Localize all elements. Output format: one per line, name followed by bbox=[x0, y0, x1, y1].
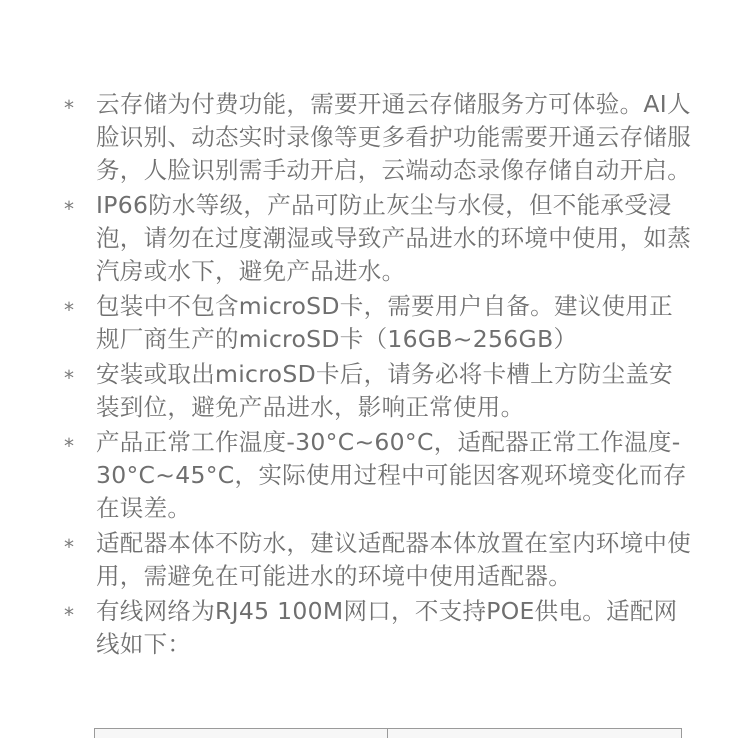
note-item bbox=[64, 88, 694, 187]
note-item bbox=[64, 358, 694, 424]
note-text: 有线网络为RJ45 100M网口，不支持POE供电。适配网线如下： bbox=[96, 597, 678, 658]
note-item bbox=[64, 527, 694, 593]
note-item bbox=[64, 189, 694, 288]
bullet-asterisk-icon: * bbox=[64, 603, 74, 627]
bullet-asterisk-icon: * bbox=[64, 434, 74, 458]
note-text: 云存储为付费功能，需要开通云存储服务方可体验。AI人脸识别、动态实时录像等更多看护功能需要开通云存储服务，人脸识别需手动开启，云端动态录像存储自动开启。 bbox=[96, 90, 691, 184]
cable-spec-table-top bbox=[94, 728, 682, 738]
notes-list bbox=[64, 88, 694, 663]
note-text: 适配器本体不防水，建议适配器本体放置在室内环境中使用，需避免在可能进水的环境中使用适配器。 bbox=[96, 529, 691, 590]
bullet-asterisk-icon: * bbox=[64, 535, 74, 559]
note-item bbox=[64, 595, 694, 661]
note-text: IP66防水等级，产品可防止灰尘与水侵，但不能承受浸泡，请勿在过度潮湿或导致产品进水的环境中使用，如蒸汽房或水下，避免产品进水。 bbox=[96, 191, 691, 285]
bullet-asterisk-icon: * bbox=[64, 366, 74, 390]
note-item bbox=[64, 426, 694, 525]
bullet-asterisk-icon: * bbox=[64, 298, 74, 322]
note-item bbox=[64, 290, 694, 356]
table-column-divider bbox=[387, 729, 388, 738]
bullet-asterisk-icon: * bbox=[64, 197, 74, 221]
note-text: 包装中不包含microSD卡，需要用户自备。建议使用正规厂商生产的microSD卡（16GB~256GB） bbox=[96, 292, 673, 353]
bullet-asterisk-icon: * bbox=[64, 96, 74, 120]
note-text: 产品正常工作温度-30°C~60°C，适配器正常工作温度-30°C~45°C，实际使用过程中可能因客观环境变化而存在误差。 bbox=[96, 428, 687, 522]
note-text: 安装或取出microSD卡后，请务必将卡槽上方防尘盖安装到位，避免产品进水，影响正常使用。 bbox=[96, 360, 673, 421]
